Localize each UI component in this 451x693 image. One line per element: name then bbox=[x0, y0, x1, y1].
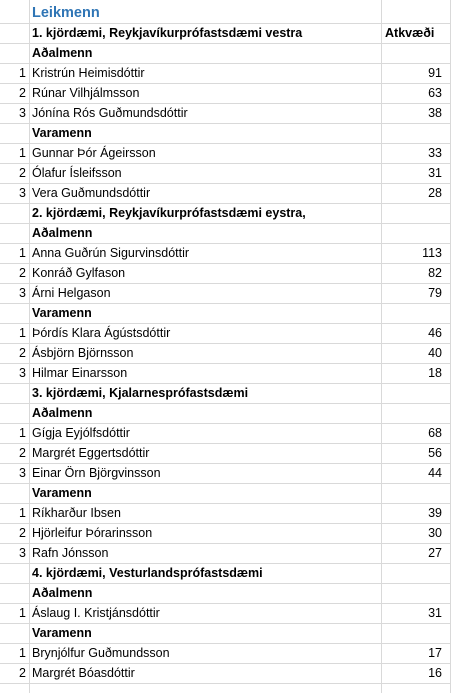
candidate-name[interactable]: Þórdís Klara Ágústsdóttir bbox=[32, 326, 171, 340]
group-row[interactable] bbox=[0, 224, 451, 244]
votes-cell[interactable]: 40 bbox=[428, 346, 442, 360]
candidate-name[interactable]: Ólafur Ísleifsson bbox=[32, 166, 122, 180]
candidate-name[interactable]: Rúnar Vilhjálmsson bbox=[32, 86, 140, 100]
row-number[interactable]: 3 bbox=[19, 546, 26, 560]
candidate-name[interactable]: Gígja Eyjólfsdóttir bbox=[32, 426, 130, 440]
row-number[interactable]: 1 bbox=[19, 66, 26, 80]
candidate-name[interactable]: Áslaug I. Kristjánsdóttir bbox=[32, 606, 160, 620]
table-row[interactable] bbox=[0, 644, 451, 664]
votes-cell[interactable]: 16 bbox=[428, 666, 442, 680]
votes-cell[interactable]: 46 bbox=[428, 326, 442, 340]
candidate-name[interactable]: Vera Guðmundsdóttir bbox=[32, 186, 151, 200]
table-row[interactable] bbox=[0, 544, 451, 564]
table-row[interactable] bbox=[0, 264, 451, 284]
votes-cell[interactable]: 44 bbox=[428, 466, 442, 480]
votes-cell[interactable]: 18 bbox=[428, 366, 442, 380]
votes-cell[interactable]: 31 bbox=[428, 606, 442, 620]
group-row[interactable] bbox=[0, 44, 451, 64]
candidate-name[interactable]: Konráð Gylfason bbox=[32, 266, 126, 280]
section-title[interactable]: 1. kjördæmi, Reykjavíkurprófastsdæmi vestra bbox=[32, 26, 303, 40]
row-number[interactable]: 1 bbox=[19, 506, 26, 520]
table-row[interactable] bbox=[0, 444, 451, 464]
row-number[interactable]: 1 bbox=[19, 426, 26, 440]
votes-cell[interactable] bbox=[381, 404, 451, 423]
votes-cell[interactable]: 39 bbox=[428, 506, 442, 520]
row-number[interactable] bbox=[0, 624, 29, 643]
votes-cell[interactable] bbox=[381, 304, 451, 323]
section-title[interactable]: 2. kjördæmi, Reykjavíkurprófastsdæmi eystra, bbox=[32, 206, 306, 220]
row-number[interactable] bbox=[0, 304, 29, 323]
row-number[interactable]: 1 bbox=[19, 326, 26, 340]
table-row[interactable] bbox=[0, 324, 451, 344]
row-number[interactable]: 2 bbox=[19, 346, 26, 360]
group-row[interactable] bbox=[0, 404, 451, 424]
group-label[interactable]: Aðalmenn bbox=[32, 46, 93, 60]
votes-cell[interactable]: 31 bbox=[428, 166, 442, 180]
votes-cell[interactable]: 68 bbox=[428, 426, 442, 440]
row-number[interactable]: 3 bbox=[19, 106, 26, 120]
group-label[interactable]: Varamenn bbox=[32, 626, 92, 640]
votes-cell[interactable]: 79 bbox=[428, 286, 442, 300]
group-row[interactable] bbox=[0, 304, 451, 324]
votes-cell[interactable]: 38 bbox=[428, 106, 442, 120]
row-number[interactable]: 1 bbox=[19, 646, 26, 660]
votes-cell[interactable]: 56 bbox=[428, 446, 442, 460]
row-number[interactable]: 2 bbox=[19, 266, 26, 280]
votes-cell[interactable] bbox=[381, 564, 451, 583]
group-label[interactable]: Aðalmenn bbox=[32, 586, 93, 600]
table-row[interactable] bbox=[0, 364, 451, 384]
section-row[interactable] bbox=[0, 204, 451, 224]
table-row[interactable] bbox=[0, 504, 451, 524]
row-number[interactable]: 1 bbox=[19, 246, 26, 260]
table-row[interactable] bbox=[0, 344, 451, 364]
votes-cell[interactable] bbox=[381, 204, 451, 223]
candidate-name[interactable]: Árni Helgason bbox=[32, 286, 111, 300]
section-title[interactable]: 4. kjördæmi, Vesturlandsprófastsdæmi bbox=[32, 566, 263, 580]
section-row[interactable] bbox=[0, 564, 451, 584]
votes-cell[interactable] bbox=[381, 124, 451, 143]
group-label[interactable]: Varamenn bbox=[32, 126, 92, 140]
table-row[interactable] bbox=[0, 424, 451, 444]
votes-cell[interactable] bbox=[381, 484, 451, 503]
votes-cell[interactable] bbox=[381, 624, 451, 643]
table-row[interactable] bbox=[0, 244, 451, 264]
votes-cell[interactable]: 63 bbox=[428, 86, 442, 100]
table-row[interactable] bbox=[0, 464, 451, 484]
row-number[interactable] bbox=[0, 24, 29, 43]
row-number[interactable] bbox=[0, 44, 29, 63]
row-number[interactable]: 3 bbox=[19, 286, 26, 300]
group-row[interactable] bbox=[0, 624, 451, 644]
row-number[interactable] bbox=[0, 404, 29, 423]
group-row[interactable] bbox=[0, 124, 451, 144]
votes-cell[interactable]: 27 bbox=[428, 546, 442, 560]
group-label[interactable]: Aðalmenn bbox=[32, 226, 93, 240]
votes-cell[interactable]: 17 bbox=[428, 646, 442, 660]
votes-cell[interactable]: 82 bbox=[428, 266, 442, 280]
group-row[interactable] bbox=[0, 584, 451, 604]
candidate-name[interactable]: Brynjólfur Guðmundsson bbox=[32, 646, 170, 660]
group-row[interactable] bbox=[0, 484, 451, 504]
votes-cell[interactable] bbox=[381, 384, 451, 403]
row-number[interactable]: 3 bbox=[19, 366, 26, 380]
table-row[interactable] bbox=[0, 64, 451, 84]
table-row[interactable] bbox=[0, 284, 451, 304]
row-number[interactable]: 2 bbox=[19, 86, 26, 100]
candidate-name[interactable]: Hjörleifur Þórarinsson bbox=[32, 526, 153, 540]
candidate-name[interactable]: Margrét Bóasdóttir bbox=[32, 666, 135, 680]
group-label[interactable]: Varamenn bbox=[32, 306, 92, 320]
votes-cell[interactable]: 28 bbox=[428, 186, 442, 200]
table-row[interactable] bbox=[0, 664, 451, 684]
votes-cell[interactable]: 33 bbox=[428, 146, 442, 160]
candidate-name[interactable]: Rafn Jónsson bbox=[32, 546, 109, 560]
votes-cell[interactable]: 113 bbox=[422, 246, 442, 260]
table-row[interactable] bbox=[0, 84, 451, 104]
candidate-name[interactable]: Anna Guðrún Sigurvinsdóttir bbox=[32, 246, 190, 260]
row-number[interactable]: 1 bbox=[19, 146, 26, 160]
row-number[interactable]: 1 bbox=[19, 606, 26, 620]
candidate-name[interactable]: Jónína Rós Guðmundsdóttir bbox=[32, 106, 188, 120]
votes-cell[interactable] bbox=[381, 44, 451, 63]
section-title[interactable]: 3. kjördæmi, Kjalarnesprófastsdæmi bbox=[32, 386, 249, 400]
candidate-name[interactable]: Ásbjörn Björnsson bbox=[32, 346, 134, 360]
row-number[interactable]: 3 bbox=[19, 186, 26, 200]
row-number[interactable]: 3 bbox=[19, 466, 26, 480]
row-number[interactable] bbox=[0, 224, 29, 243]
table-row[interactable] bbox=[0, 604, 451, 624]
group-label[interactable]: Aðalmenn bbox=[32, 406, 93, 420]
candidate-name[interactable]: Ríkharður Ibsen bbox=[32, 506, 121, 520]
candidate-name[interactable]: Margrét Eggertsdóttir bbox=[32, 446, 150, 460]
row-number[interactable] bbox=[0, 484, 29, 503]
row-number[interactable]: 2 bbox=[19, 166, 26, 180]
row-number[interactable] bbox=[0, 584, 29, 603]
votes-cell[interactable]: 30 bbox=[428, 526, 442, 540]
candidate-name[interactable]: Kristrún Heimisdóttir bbox=[32, 66, 145, 80]
votes-header[interactable]: Atkvæði bbox=[385, 26, 435, 40]
row-number[interactable]: 2 bbox=[19, 526, 26, 540]
section-row[interactable] bbox=[0, 384, 451, 404]
table-row[interactable] bbox=[0, 144, 451, 164]
row-number[interactable]: 2 bbox=[19, 666, 26, 680]
candidate-name[interactable]: Hilmar Einarsson bbox=[32, 366, 128, 380]
candidate-name[interactable]: Gunnar Þór Ágeirsson bbox=[32, 146, 156, 160]
candidate-name[interactable]: Einar Örn Björgvinsson bbox=[32, 466, 161, 480]
sheet-title[interactable]: Leikmenn bbox=[32, 5, 100, 21]
section-row[interactable] bbox=[0, 24, 451, 44]
table-row[interactable] bbox=[0, 184, 451, 204]
group-label[interactable]: Varamenn bbox=[32, 486, 92, 500]
row-number[interactable] bbox=[0, 204, 29, 223]
row-number[interactable] bbox=[0, 564, 29, 583]
row-number[interactable] bbox=[0, 124, 29, 143]
table-row[interactable] bbox=[0, 164, 451, 184]
votes-cell[interactable] bbox=[381, 584, 451, 603]
title-row[interactable] bbox=[0, 4, 451, 24]
row-number[interactable] bbox=[0, 384, 29, 403]
table-row[interactable] bbox=[0, 524, 451, 544]
table-row[interactable] bbox=[0, 104, 451, 124]
votes-cell[interactable]: 91 bbox=[428, 66, 442, 80]
votes-cell[interactable] bbox=[381, 224, 451, 243]
row-number[interactable]: 2 bbox=[19, 446, 26, 460]
